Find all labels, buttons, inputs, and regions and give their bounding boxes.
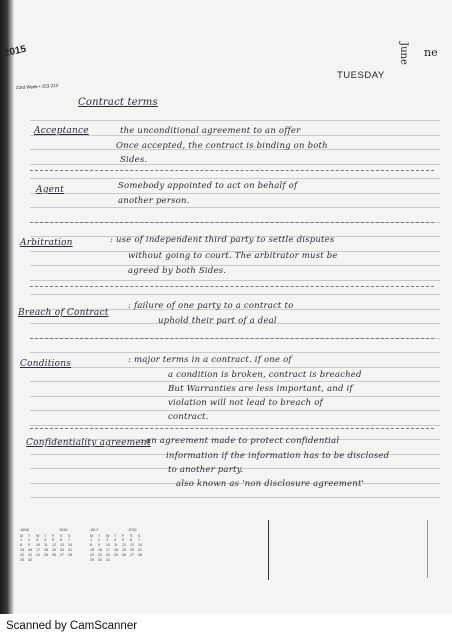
calendar-year-label: 2015	[59, 528, 68, 532]
calendar-cell: 3	[106, 538, 108, 542]
calendar-cell: 19	[52, 548, 56, 552]
calendar-cell: 31	[106, 558, 110, 562]
calendar-cell: W	[106, 534, 110, 538]
calendar-cell: 14	[138, 543, 142, 547]
calendar-cell: 27	[130, 553, 134, 557]
ruled-line	[30, 367, 440, 368]
calendar-june	[20, 528, 76, 562]
calendar-cell: 22	[20, 553, 24, 557]
calendar-cell: 10	[36, 543, 40, 547]
calendar-cell: 18	[44, 548, 48, 552]
ruled-line	[30, 294, 440, 295]
calendar-cell: 23	[28, 553, 32, 557]
calendar-cell: 9	[28, 543, 30, 547]
entry-term: Confidentiality agreement	[26, 438, 151, 448]
entry-line: contract.	[168, 412, 209, 422]
calendar-cell: 28	[68, 553, 72, 557]
calendar-cell: 18	[114, 548, 118, 552]
entry-line: agreed by both Sides.	[128, 266, 227, 276]
entry-line: violation will not lead to breach of	[168, 398, 323, 408]
calendar-cell: 7	[68, 538, 70, 542]
ruled-line	[30, 265, 440, 266]
mini-calendar	[20, 528, 155, 578]
calendar-cell: 8	[20, 543, 22, 547]
calendar-cell: T	[44, 534, 47, 538]
downward-arrow-stroke	[268, 520, 269, 580]
calendar-cell: 22	[90, 553, 94, 557]
entry-line: also known as 'non disclosure agreement'	[176, 479, 365, 489]
section-divider	[30, 170, 434, 171]
calendar-cell: W	[36, 534, 40, 538]
margin-line	[427, 520, 428, 578]
calendar-cell: F	[122, 534, 125, 538]
entry-line: a condition is broken, contract is breached	[168, 370, 362, 380]
section-divider	[30, 338, 434, 339]
calendar-cell: 30	[98, 558, 102, 562]
calendar-cell: 13	[60, 543, 64, 547]
calendar-cell: 26	[122, 553, 126, 557]
calendar-cell: S	[68, 534, 71, 538]
calendar-cell: 2	[28, 538, 30, 542]
entry-term: Acceptance	[34, 126, 89, 136]
calendar-cell: 15	[90, 548, 94, 552]
calendar-cell: 12	[122, 543, 126, 547]
scanner-watermark-text: Scanned by CamScanner	[6, 620, 138, 632]
calendar-cell: 29	[90, 558, 94, 562]
calendar-july	[90, 528, 146, 562]
calendar-cell: 21	[138, 548, 142, 552]
calendar-cell: 8	[90, 543, 92, 547]
calendar-month-label: JULY	[90, 528, 99, 532]
calendar-cell: T	[114, 534, 117, 538]
day-label: TUESDAY	[337, 70, 385, 81]
calendar-cell: 17	[36, 548, 40, 552]
calendar-cell: 30	[28, 558, 32, 562]
entry-term: Breach of Contract	[18, 308, 109, 318]
entry-line: information if the information has to be disclosed	[166, 451, 390, 461]
ruled-line	[30, 352, 440, 353]
calendar-cell: 6	[60, 538, 62, 542]
entry-line: another person.	[118, 196, 190, 206]
calendar-cell: 14	[68, 543, 72, 547]
entry-line: Once accepted, the contract is binding on both	[116, 141, 328, 151]
calendar-cell: 19	[122, 548, 126, 552]
calendar-cell: 12	[52, 543, 56, 547]
calendar-cell: M	[20, 534, 23, 538]
ruled-line	[30, 425, 440, 426]
year-label: 2015	[3, 43, 28, 60]
calendar-cell: 17	[106, 548, 110, 552]
week-line: 23rd Week • 153-212	[15, 82, 59, 91]
calendar-cell: 7	[138, 538, 140, 542]
calendar-cell: S	[130, 534, 133, 538]
ruled-line	[30, 207, 440, 208]
month-tab: June	[397, 42, 409, 65]
calendar-year-label: 2015	[128, 528, 137, 532]
calendar-cell: 25	[114, 553, 118, 557]
calendar-cell: 11	[114, 543, 118, 547]
calendar-cell: S	[60, 534, 63, 538]
calendar-cell: 10	[106, 543, 110, 547]
calendar-cell: 20	[60, 548, 64, 552]
calendar-cell: 25	[44, 553, 48, 557]
calendar-cell: 15	[20, 548, 24, 552]
ruled-line	[30, 280, 440, 281]
calendar-cell: 16	[28, 548, 32, 552]
ruled-line	[30, 410, 440, 411]
calendar-cell: 9	[98, 543, 100, 547]
calendar-cell: 29	[20, 558, 24, 562]
calendar-cell: F	[52, 534, 55, 538]
calendar-cell: 23	[98, 553, 102, 557]
entry-line: : use of independent third party to settle disputes	[110, 235, 335, 245]
binding-edge	[0, 0, 14, 615]
calendar-cell: 24	[36, 553, 40, 557]
calendar-cell: 24	[106, 553, 110, 557]
calendar-cell: 5	[122, 538, 124, 542]
scanner-footer	[0, 614, 452, 640]
calendar-cell: 4	[44, 538, 46, 542]
calendar-cell: 16	[98, 548, 102, 552]
entry-line: uphold their part of a deal	[158, 316, 277, 326]
ruled-line	[30, 120, 440, 121]
calendar-cell: 1	[20, 538, 22, 542]
calendar-cell: T	[28, 534, 31, 538]
ruled-line	[30, 381, 440, 382]
section-divider	[30, 286, 434, 287]
entry-line: Somebody appointed to act on behalf of	[118, 181, 298, 191]
entry-term: Arbitration	[20, 238, 73, 248]
calendar-cell: 4	[114, 538, 116, 542]
calendar-month-label: JUNE	[20, 528, 30, 532]
calendar-cell: 27	[60, 553, 64, 557]
entry-line: : an agreement made to protect confidential	[140, 436, 340, 446]
calendar-cell: 26	[52, 553, 56, 557]
ruled-line	[30, 396, 440, 397]
calendar-cell: 5	[52, 538, 54, 542]
ruled-line	[30, 193, 440, 194]
section-divider	[30, 222, 434, 223]
entry-line: the unconditional agreement to an offer	[120, 126, 301, 136]
corner-text: ne	[424, 46, 438, 59]
entry-line: without going to court. The arbitrator must be	[128, 251, 338, 261]
entry-term: Conditions	[20, 359, 72, 369]
section-divider	[30, 428, 434, 429]
page-title: Contract terms	[78, 97, 158, 108]
calendar-cell: T	[98, 534, 101, 538]
entry-line: : failure of one party to a contract to	[128, 301, 294, 311]
calendar-cell: 20	[130, 548, 134, 552]
entry-line: Sides.	[120, 155, 148, 165]
calendar-cell: S	[138, 534, 141, 538]
calendar-cell: 2	[98, 538, 100, 542]
ruled-line	[30, 164, 440, 165]
calendar-cell: 3	[36, 538, 38, 542]
calendar-cell: 28	[138, 553, 142, 557]
calendar-cell: 6	[130, 538, 132, 542]
entry-line: to another party.	[168, 465, 244, 475]
ruled-line	[30, 497, 440, 498]
calendar-cell: 11	[44, 543, 48, 547]
calendar-cell: 13	[130, 543, 134, 547]
ruled-line	[30, 178, 440, 179]
entry-term: Agent	[36, 185, 64, 195]
calendar-cell: 21	[68, 548, 72, 552]
entry-line: : major terms in a contract. if one of	[128, 355, 292, 365]
calendar-cell: M	[90, 534, 93, 538]
calendar-cell: 1	[90, 538, 92, 542]
entry-line: But Warranties are less important, and if	[168, 384, 353, 394]
